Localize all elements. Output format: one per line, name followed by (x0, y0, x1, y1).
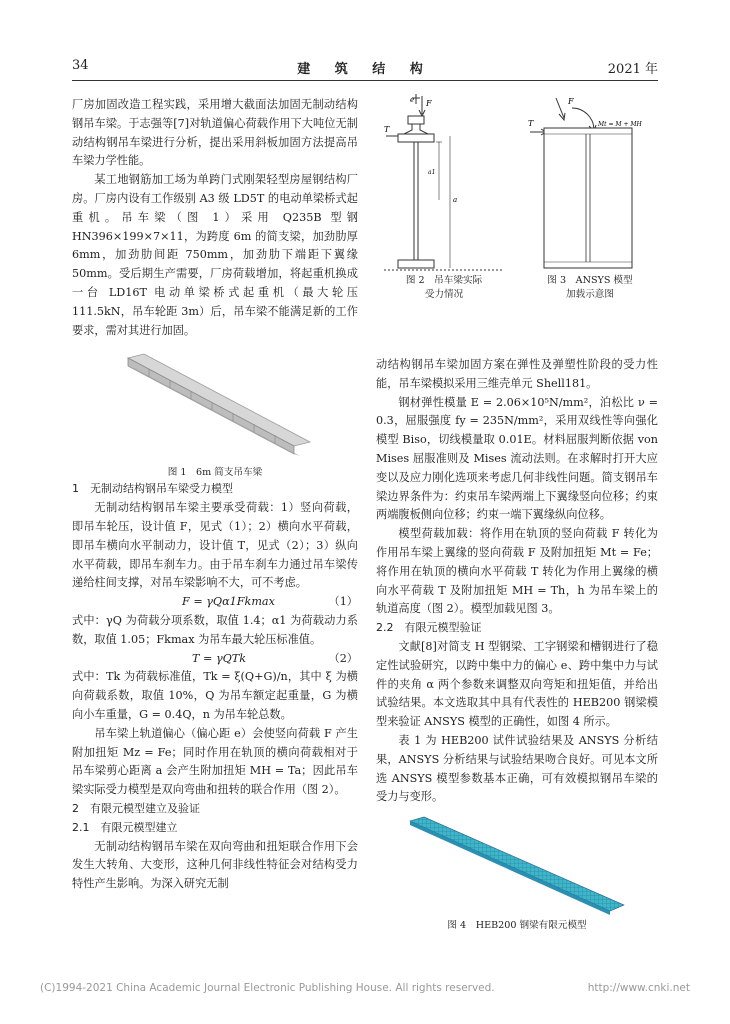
paragraph: 式中：γQ 为荷载分项系数，取值 1.4；α1 为荷载动力系数，取值 1.05；Fkmax 为吊车最大轮压标准值。 (72, 613, 358, 646)
figure-1-beam (100, 350, 330, 460)
copyright-notice: (C)1994-2021 China Academic Journal Electronic Publishing House. All rights reserved. (40, 982, 495, 994)
paragraph: 模型荷载加载：将作用在轨顶的竖向荷载 F 转化为作用吊车梁上翼缘的竖向荷载 F 及附加扭矩 Mt = Fe；将作用在轨顶的横向水平荷载 T 转化为作用上翼缘的横向水平荷载 T 及附加扭矩 MH = Th，h 为吊车梁上的轨道高度（图 2）。模型加载见图 3。 (376, 527, 658, 616)
subsection-heading: 2.1 有限元模型建立 (72, 820, 178, 834)
header-rule (72, 80, 658, 81)
label-a: a (453, 196, 458, 204)
paragraph: 某工地钢筋加工场为单跨门式刚架轻型房屋钢结构厂房。厂房内设有工作级别 A3 级 LD5T 的电动单梁桥式起重机。吊车梁（图 1）采用 Q235B 型钢 HN396×199×7×11，为跨度 6m 的简支梁，加劲肋厚 6mm，加劲肋间距 750mm，加劲肋下端距下翼缘 50mm。受后期生产需要，厂房荷载增加，将起重机换成一台 LD16T 电动单梁桥式起重机（最大轮压 111.5kN，吊车轮距 3m）后，吊车梁不能满足新的工作要求，需对其进行加固。 (72, 173, 358, 337)
caption-line: 图 3 ANSYS 模型 (547, 275, 633, 286)
page-footer (40, 982, 690, 994)
section-heading: 1 无制动结构钢吊车梁受力模型 (72, 482, 233, 496)
label-a1: a1 (428, 169, 436, 176)
beam-3d-image (100, 350, 330, 460)
fe-mesh-image (402, 815, 632, 915)
paragraph: 式中：Tk 为荷载标准值，Tk = ξ(Q+G)/n，其中 ξ 为横向荷载系数，取值 10%，Q 为吊车额定起重量，G 为横向小车重量，G = 0.4Q，n 为吊车轮总数。 (72, 670, 358, 721)
journal-year: 2021 年 (607, 62, 658, 77)
paragraph: 无制动结构钢吊车梁在双向弯曲和扭矩联合作用下会发生大转角、大变形，这种几何非线性特征会对结构受力特性产生影响。为深入研究无制 (72, 839, 358, 891)
label-moment: Mt = M + MH (598, 121, 642, 128)
page-number: 34 (72, 58, 89, 73)
label-T: T (384, 125, 390, 134)
journal-title: 建 筑 结 构 (297, 62, 433, 77)
figure-3-ansys-loading (522, 90, 658, 276)
label-e: e (410, 96, 415, 104)
label-T: T (528, 119, 534, 128)
paragraph: 文献[8]对简支 H 型钢梁、工字钢梁和槽钢进行了稳定性试验研究，以跨中集中力的偏心 e、跨中集中力与试件的夹角 α 两个参数来调整双向弯矩和扭矩值，并给出试验结果。本文选取其中具有代表性的 HEB200 钢梁模型来验证 ANSYS 模型的正确性，如图 4 所示。 (376, 639, 658, 729)
equation-1 (72, 593, 358, 612)
section-heading: 2 有限元模型建立及验证 (72, 801, 200, 815)
caption-line: 图 2 吊车梁实际 (405, 275, 483, 286)
equation-2 (72, 650, 358, 669)
paragraph: 无制动结构钢吊车梁主要承受荷载：1）竖向荷载，即吊车轮压，设计值 F，见式（1）；2）横向水平荷载，即吊车横向水平制动力，设计值 T，见式（2）；3）纵向水平荷载，即吊车刹车力。由于吊车刹车力通过吊车梁传递给柱间支撑，对吊车梁影响不大，可不考虑。 (72, 501, 358, 590)
caption-line: 受力情况 (424, 289, 464, 300)
paragraph: 动结构钢吊车梁加固方案在弹性及弹塑性阶段的受力性能，吊车梁模拟采用三维壳单元 Shell181。 (376, 358, 658, 390)
paragraph: 钢材弹性模量 E = 2.06×10⁵N/mm²，泊松比 ν = 0.3，屈服强度 fy = 235N/mm²，采用双线性等向强化模型 Biso，切线模量取 0.01E。材料屈服判断依据 von Mises 屈服准则及 Mises 流动法则。在求解时打开大应变以及应力刚化选项来考虑几何非线性问题。简支钢吊车梁边界条件为：约束吊车梁两端上下翼缘竖向位移；约束两端腹板侧向位移；约束一端下翼缘纵向位移。 (376, 395, 658, 522)
paragraph: 厂房加固改造工程实践，采用增大截面法加固无制动结构钢吊车梁。于志强等[7]对轨道偏心荷载作用下大吨位无制动结构钢吊车梁进行分析，提出采用斜板加固方法提高吊车梁力学性能。 (72, 98, 358, 168)
caption-line: 加载示意图 (566, 289, 614, 300)
label-F: F (426, 99, 432, 108)
subsection-heading: 2.2 有限元模型验证 (376, 621, 482, 635)
left-column (72, 96, 358, 894)
figure-4-fe-model (402, 815, 632, 915)
figure-2-section-diagram (376, 90, 512, 276)
equation-number: （2） (328, 651, 358, 665)
equation-body: T = γQTk (192, 651, 247, 665)
label-F: F (568, 97, 574, 106)
site-url[interactable]: http://www.cnki.net (587, 982, 690, 994)
paragraph: 表 1 为 HEB200 试件试验结果及 ANSYS 分析结果，ANSYS 分析结果与试验结果吻合良好。可见本文所选 ANSYS 模型参数基本正确，可有效模拟钢吊车梁的受力与变形。 (376, 733, 658, 804)
figure-2-caption (376, 274, 512, 302)
paragraph: 吊车梁上轨道偏心（偏心距 e）会使竖向荷载 F 产生附加扭矩 Mz = Fe；同时作用在轨顶的横向荷载相对于吊车梁剪心距离 a 会产生附加扭矩 MH = Ta；因此吊车梁实际受力模型是双向弯曲和扭转的联合作用（图 2）。 (72, 726, 358, 797)
figure-4-caption: 图 4 HEB200 钢梁有限元模型 (447, 920, 587, 932)
equation-number: （1） (328, 595, 358, 609)
figure-1-caption: 图 1 6m 简支吊车梁 (167, 467, 263, 479)
equation-body: F = γQα1Fkmax (182, 595, 275, 609)
page-header (72, 58, 658, 80)
figures-2-3 (376, 90, 658, 356)
right-column (376, 90, 658, 933)
figure-3-caption (522, 274, 658, 302)
